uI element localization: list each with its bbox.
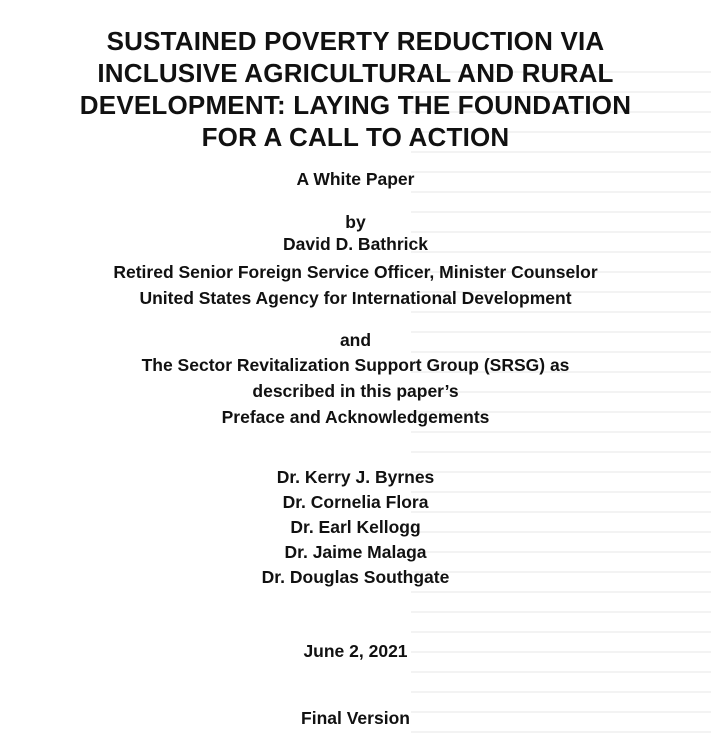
contributor-name: Dr. Jaime Malaga: [284, 542, 427, 562]
contributor-name: Dr. Earl Kellogg: [290, 517, 421, 537]
group-line: described in this paper’s: [252, 381, 459, 401]
title-line: SUSTAINED POVERTY REDUCTION VIA: [106, 26, 605, 56]
document-version: Final Version: [301, 708, 410, 728]
by-label: by: [345, 212, 366, 232]
document-subtitle: A White Paper: [296, 169, 415, 189]
contributor-name: Dr. Kerry J. Byrnes: [276, 467, 435, 487]
group-line: The Sector Revitalization Support Group (SRSG) as: [141, 355, 570, 375]
author-affiliation-title: Retired Senior Foreign Service Officer, Minister Counselor: [113, 262, 598, 282]
title-line: FOR A CALL TO ACTION: [201, 122, 510, 152]
document-title: [0, 25, 711, 153]
document-date: June 2, 2021: [303, 641, 408, 661]
contributor-name: Dr. Cornelia Flora: [282, 492, 429, 512]
and-label: and: [339, 330, 372, 350]
author-affiliation-agency: United States Agency for International Development: [139, 288, 572, 308]
title-line: DEVELOPMENT: LAYING THE FOUNDATION: [79, 90, 632, 120]
group-line: Preface and Acknowledgements: [221, 407, 490, 427]
contributor-name: Dr. Douglas Southgate: [261, 567, 450, 587]
author-name: David D. Bathrick: [283, 234, 428, 254]
contributor-list: [0, 465, 711, 590]
title-line: INCLUSIVE AGRICULTURAL AND RURAL: [97, 58, 614, 88]
